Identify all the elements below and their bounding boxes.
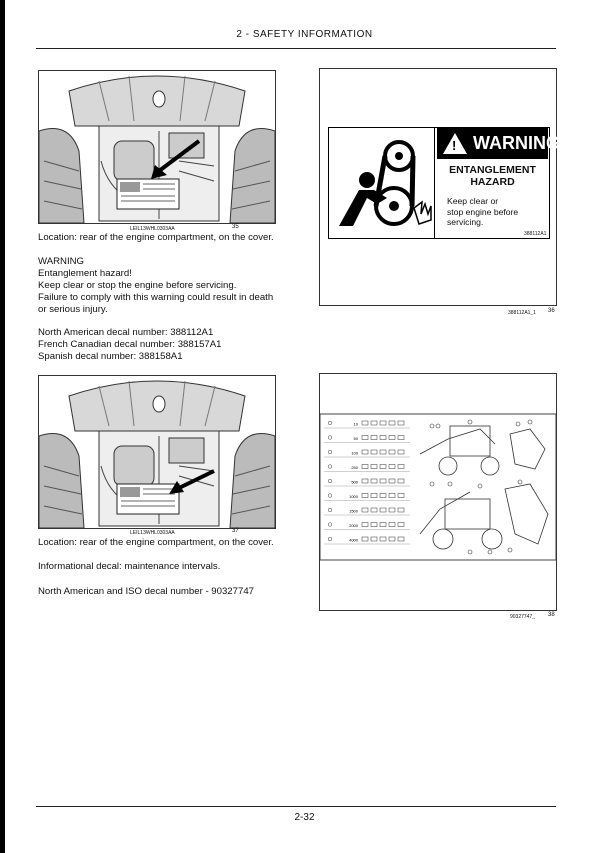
header-rule: [36, 48, 556, 49]
page-number: 2-32: [294, 812, 315, 823]
figure-1-number: 35: [232, 224, 239, 230]
engine-compartment-figure-1: [38, 70, 276, 224]
failure-text-line-2: or serious injury.: [38, 304, 108, 315]
figure-2-number: 36: [548, 308, 555, 314]
informational-text: Informational decal: maintenance intervals.: [38, 561, 221, 572]
warning-decal-figure: [319, 68, 560, 306]
hazard-line-2: HAZARD: [470, 176, 515, 188]
instruction-text: Keep clear or stop the engine before servicing.: [38, 280, 237, 291]
footer-rule: [36, 806, 556, 807]
section-header: 2 - SAFETY INFORMATION: [236, 29, 373, 40]
belt-entanglement-pictogram: [329, 128, 434, 238]
figure-3-caption: LEIL13WHL0303AA: [130, 530, 175, 536]
location-text-1: Location: rear of the engine compartment, on the cover.: [38, 232, 274, 243]
maintenance-interval-label: 500: [351, 479, 358, 485]
message-line-3: servicing.: [447, 217, 484, 227]
engine-compartment-illustration: [39, 71, 275, 223]
engine-compartment-illustration: [39, 376, 275, 528]
hazard-text: Entanglement hazard!: [38, 268, 132, 279]
maintenance-interval-label: 250: [351, 465, 358, 470]
maintenance-interval-label: 2000: [349, 523, 358, 528]
maintenance-chart-illustration: [320, 374, 556, 610]
hazard-line-1: ENTANGLEMENT: [449, 164, 536, 176]
page-left-bar: [0, 0, 5, 853]
figure-3-number: 37: [232, 528, 239, 534]
warning-message: [447, 196, 518, 228]
decal-number-iso: North American and ISO decal number - 90327747: [38, 586, 254, 597]
maintenance-interval-label: 4000: [349, 537, 358, 543]
decal-number-fr: French Canadian decal number: 388157A1: [38, 339, 222, 350]
warning-header: [437, 128, 560, 159]
warning-label: WARNING: [38, 256, 85, 267]
hazard-title: [437, 164, 548, 188]
figure-1-caption: LEIL13WHL0303AA: [130, 226, 175, 232]
failure-text-line-1: Failure to comply with this warning could result in death: [38, 292, 274, 303]
figure-4-caption: 90327747_: [510, 614, 536, 620]
decal-number-na: North American decal number: 388112A1: [38, 327, 214, 338]
warning-text-panel: [437, 128, 560, 238]
maintenance-interval-label: 10: [353, 421, 358, 427]
maintenance-interval-label: 1000: [349, 494, 358, 499]
engine-compartment-figure-2: [38, 375, 276, 529]
warning-decal: [328, 127, 560, 239]
maintenance-interval-label: 100: [351, 450, 358, 456]
warning-word: WARNING: [473, 133, 560, 153]
figure-4-number: 38: [548, 612, 555, 618]
maintenance-decal-figure: [319, 373, 557, 611]
figure-2-caption: 388112A1_1: [508, 310, 536, 316]
decal-code: 388112A1: [524, 231, 547, 237]
message-line-2: stop engine before: [447, 206, 519, 217]
message-line-1: Keep clear or: [447, 196, 499, 206]
decal-number-es: Spanish decal number: 388158A1: [38, 351, 183, 362]
maintenance-interval-label: 1500: [349, 508, 358, 514]
pictogram-panel: [329, 128, 435, 238]
warning-triangle-icon: !: [443, 133, 467, 154]
location-text-2: Location: rear of the engine compartment, on the cover.: [38, 537, 274, 548]
maintenance-interval-label: 50: [353, 436, 358, 441]
